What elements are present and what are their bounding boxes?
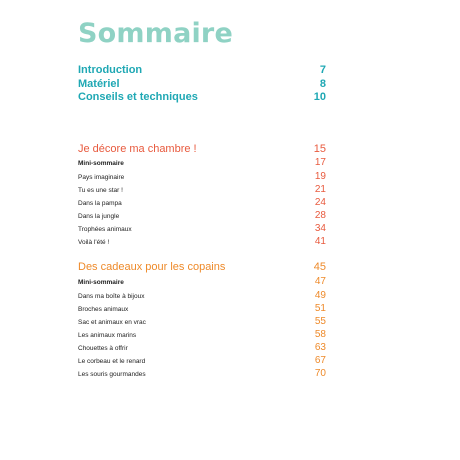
entry-page-number: 21 [314, 184, 326, 195]
toc-entry[interactable] [78, 157, 326, 168]
entry-label: Trophées animaux [78, 226, 132, 233]
entry-page-number: 8 [319, 78, 326, 90]
toc-entry-introduction[interactable] [78, 64, 326, 76]
entry-page-number: 51 [314, 303, 326, 314]
toc-entry[interactable] [78, 303, 326, 314]
toc-entry[interactable] [78, 290, 326, 301]
entry-page-number: 70 [314, 368, 326, 379]
entry-label: Les animaux marins [78, 332, 137, 339]
toc-entry-conseils[interactable] [78, 91, 326, 103]
entry-page-number: 49 [314, 290, 326, 301]
entry-label: Pays imaginaire [78, 174, 125, 181]
section-label: Je décore ma chambre ! [78, 143, 197, 155]
entry-label: Conseils et techniques [78, 91, 198, 103]
entry-label: Dans la jungle [78, 213, 120, 220]
toc-entry[interactable] [78, 342, 326, 353]
entry-page-number: 10 [313, 91, 326, 103]
entry-page-number: 17 [314, 157, 326, 168]
entry-page-number: 24 [314, 197, 326, 208]
toc-entry[interactable] [78, 223, 326, 234]
toc-entry[interactable] [78, 316, 326, 327]
section-page-number: 15 [313, 143, 326, 155]
entry-label: Les souris gourmandes [78, 371, 146, 378]
toc-entry[interactable] [78, 210, 326, 221]
toc-entry[interactable] [78, 329, 326, 340]
entry-label: Introduction [78, 64, 143, 76]
entry-label: Voilà l'été ! [78, 239, 110, 246]
section-label: Des cadeaux pour les copains [78, 261, 226, 273]
entry-page-number: 19 [314, 171, 326, 182]
toc-entry[interactable] [78, 368, 326, 379]
entry-page-number: 63 [314, 342, 326, 353]
entry-page-number: 55 [314, 316, 326, 327]
entry-page-number: 58 [314, 329, 326, 340]
toc-entry[interactable] [78, 197, 326, 208]
section-page-number: 45 [313, 261, 326, 273]
entry-label: Mini-sommaire [78, 279, 124, 286]
entry-label: Dans la pampa [78, 200, 122, 207]
entry-label: Mini-sommaire [78, 160, 124, 167]
toc-entry[interactable] [78, 355, 326, 366]
entry-label: Dans ma boîte à bijoux [78, 293, 145, 300]
entry-label: Matériel [78, 78, 120, 90]
section-heading-chambre[interactable] [78, 143, 326, 155]
toc-entry[interactable] [78, 171, 326, 182]
toc-entry[interactable] [78, 184, 326, 195]
toc-entry[interactable] [78, 236, 326, 247]
entry-label: Tu es une star ! [78, 187, 123, 194]
entry-page-number: 67 [314, 355, 326, 366]
entry-label: Chouettes à offrir [78, 345, 128, 352]
section-heading-cadeaux[interactable] [78, 261, 326, 273]
entry-page-number: 28 [314, 210, 326, 221]
entry-page-number: 41 [314, 236, 326, 247]
page-title: Sommaire [78, 18, 233, 49]
toc-entry-materiel[interactable] [78, 78, 326, 90]
entry-page-number: 34 [314, 223, 326, 234]
entry-label: Broches animaux [78, 306, 129, 313]
toc-entry[interactable] [78, 276, 326, 287]
entry-label: Sac et animaux en vrac [78, 319, 146, 326]
entry-page-number: 47 [314, 276, 326, 287]
entry-label: Le corbeau et le renard [78, 358, 146, 365]
entry-page-number: 7 [319, 64, 326, 76]
